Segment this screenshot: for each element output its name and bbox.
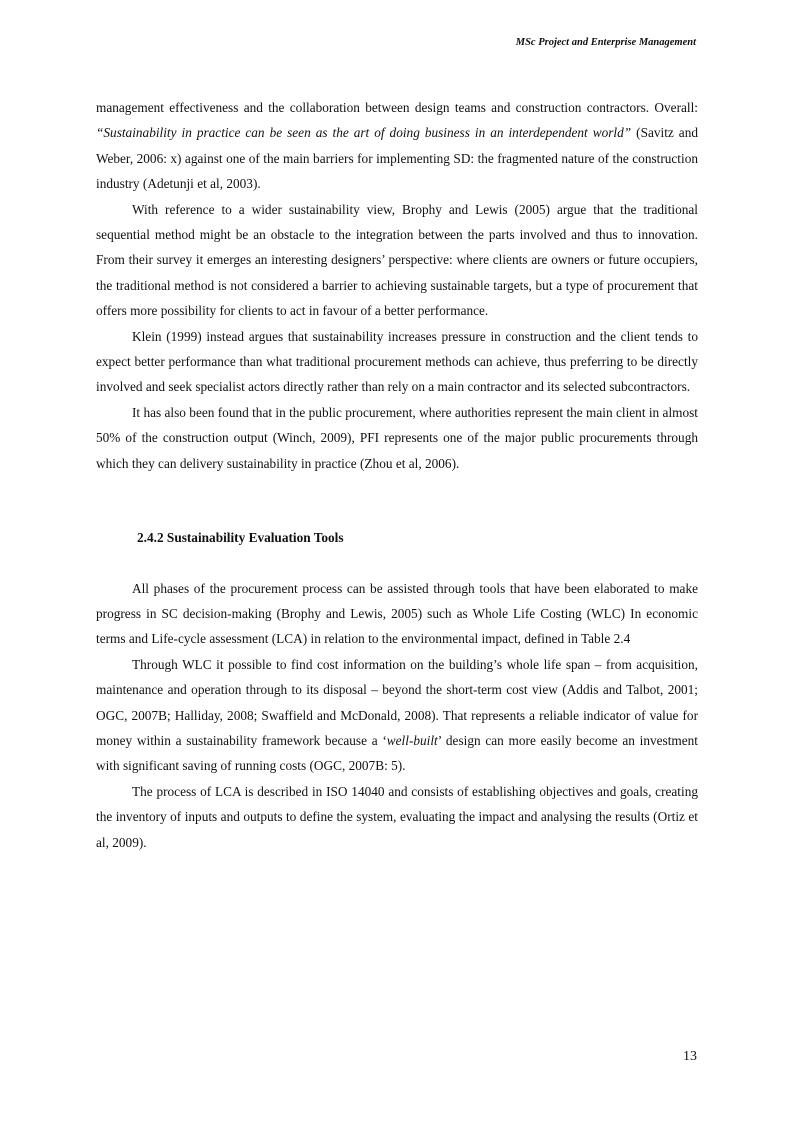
paragraph-1-text-end: (Savitz and Weber, 2006: x) against one of the main barriers for implementing SD: the fragmented nature of the construction industry (Adetunji et al, 2003).	[96, 125, 698, 192]
page-number: 13	[683, 1049, 697, 1064]
paragraph-4: It has also been found that in the public procurement, where authorities represent the main client in almost 50% of the construction output (Winch, 2009), PFI represents one of the major public procurements through which they can delivery sustainability in practice (Zhou et al, 2006).	[96, 404, 698, 471]
paragraph-6-italic: well-built	[386, 732, 438, 748]
running-header: MSc Project and Enterprise Management	[515, 37, 696, 48]
document-body	[96, 95, 698, 855]
paragraph-1-text: management effectiveness and the collaboration between design teams and construction contractors. Overall:	[96, 100, 698, 115]
paragraph-5: All phases of the procurement process can be assisted through tools that have been elaborated to make progress in SC decision-making (Brophy and Lewis, 2005) such as Whole Life Costing (WLC) In economic terms and Life-cycle assessment (LCA) in relation to the environmental impact, defined in Table 2.4	[96, 580, 698, 647]
paragraph-3: Klein (1999) instead argues that sustainability increases pressure in construction and the client tends to expect better performance than what traditional procurement methods can achieve, thus preferring to be directly involved and seek specialist actors directly rather than rely on a main contractor and its selected subcontractors.	[96, 328, 698, 395]
section-heading: 2.4.2 Sustainability Evaluation Tools	[137, 530, 344, 546]
paragraph-7: The process of LCA is described in ISO 14040 and consists of establishing objectives and goals, creating the inventory of inputs and outputs to define the system, evaluating the impact and analysing the results (Ortiz et al, 2009).	[96, 783, 698, 850]
paragraph-1	[96, 95, 698, 197]
paragraph-6-text: Through WLC it possible to find cost information on the building’s whole life span – from acquisition, maintenance and operation through to its disposal – beyond the short-term cost view (Addis and Talbot, 2001; OGC, 2007B; Halliday, 2008; Swaffield and McDonald, 2008). That represents a reliable indicator of value for money within a sustainability framework because a ‘	[96, 656, 698, 748]
paragraph-6-text-end: ’ design can more easily become an investment with significant saving of running costs (OGC, 2007B: 5).	[96, 732, 698, 774]
paragraph-6	[96, 652, 698, 779]
paragraph-1-quote: “Sustainability in practice can be seen as the art of doing business in an interdependent world”	[96, 125, 632, 141]
paragraph-2: With reference to a wider sustainability view, Brophy and Lewis (2005) argue that the traditional sequential method might be an obstacle to the integration between the parts involved and thus to innovation. From their survey it emerges an interesting designers’ perspective: where clients are owners or future occupiers, the traditional method is not considered a barrier to achieving sustainable targets, but a type of procurement that offers more possibility for clients to act in favour of a better performance.	[96, 201, 698, 319]
